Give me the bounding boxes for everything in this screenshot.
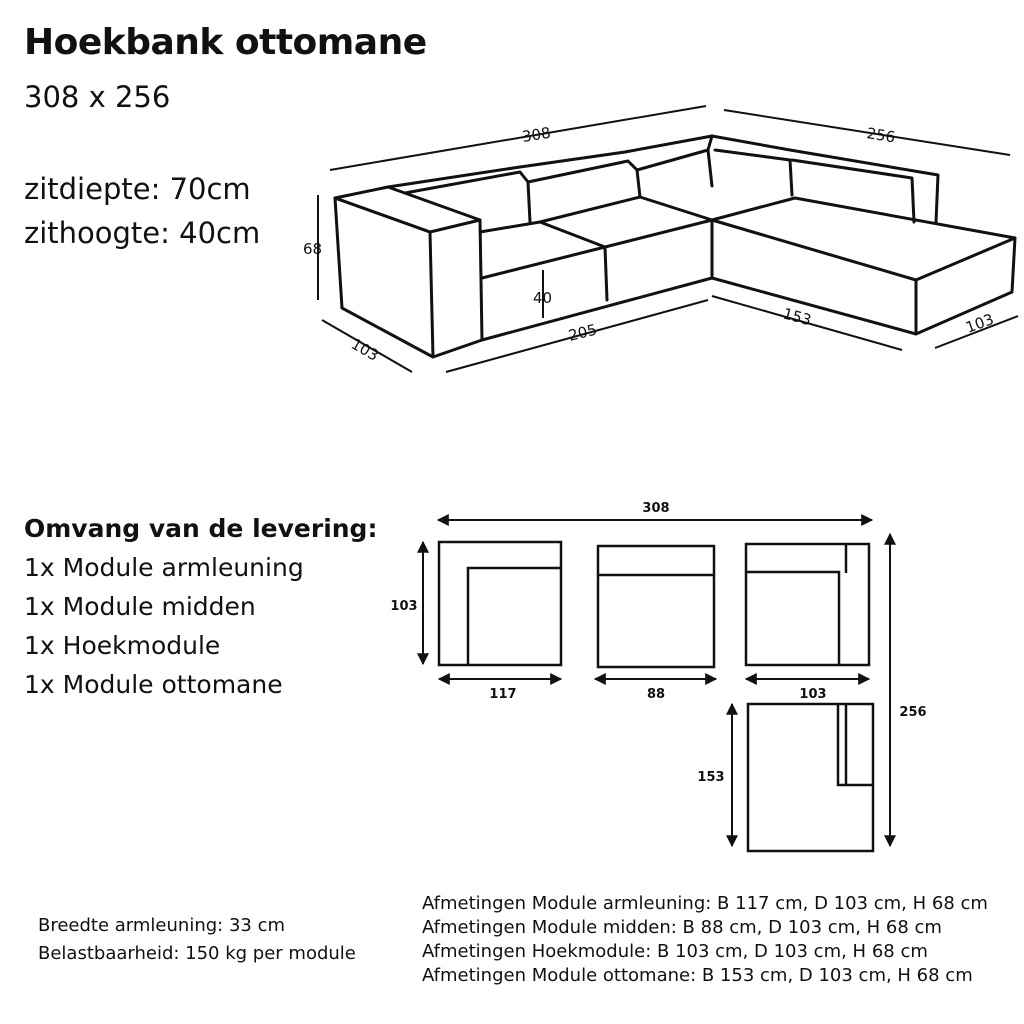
module-dims-line: Afmetingen Module midden: B 88 cm, D 103 cm, H 68 cm xyxy=(422,917,942,938)
scope-item: 1x Module ottomane xyxy=(24,670,283,699)
back-cushion-3 xyxy=(637,136,712,170)
module-dims-line: Afmetingen Module ottomane: B 153 cm, D 103 cm, H 68 cm xyxy=(422,965,973,986)
plan-module-corner xyxy=(746,544,869,665)
seat-cushion-2 xyxy=(540,197,712,247)
scope-item: 1x Hoekmodule xyxy=(24,631,221,660)
seat-split-edge xyxy=(605,247,607,300)
scope-item: 1x Module midden xyxy=(24,592,256,621)
corner-inner-edge xyxy=(708,150,712,186)
scope-item: 1x Module armleuning xyxy=(24,553,304,582)
plan-module-armrest xyxy=(439,542,561,665)
seat-depth-spec: zitdiepte: 70cm xyxy=(24,172,251,206)
arm-front-face xyxy=(335,198,433,357)
arm-width-note: Breedte armleuning: 33 cm xyxy=(38,915,285,936)
arm-base-edge xyxy=(433,340,482,357)
module-dims-line: Afmetingen Hoekmodule: B 103 cm, D 103 cm, H 68 cm xyxy=(422,941,928,962)
plan-ottoman-back xyxy=(838,704,873,785)
page-subtitle: 308 x 256 xyxy=(24,80,171,114)
dim-line-width-top xyxy=(330,106,706,170)
iso-ottoman-depth-label: 103 xyxy=(963,310,997,337)
seat-height-spec: zithoogte: 40cm xyxy=(24,216,261,250)
ottoman-top-face xyxy=(712,198,1015,280)
right-back-top xyxy=(712,136,938,222)
plan-corner-inner xyxy=(746,572,839,665)
seat-cushion-1 xyxy=(480,222,605,278)
plan-total-width-label: 308 xyxy=(642,501,670,516)
plan-module-depth-label: 103 xyxy=(390,599,418,614)
corner-back-cushion xyxy=(715,150,792,195)
module-dims-line: Afmetingen Module armleuning: B 117 cm, D 103 cm, H 68 cm xyxy=(422,893,988,914)
iso-ottoman-len-label: 153 xyxy=(780,304,814,330)
back-cushion-2 xyxy=(528,161,640,197)
iso-height-label: 68 xyxy=(303,240,323,258)
plan-armrest-inner xyxy=(468,568,561,665)
plan-module-ottoman xyxy=(748,704,873,851)
arm-inner-edge xyxy=(480,220,482,340)
iso-width-label: 308 xyxy=(520,123,552,146)
iso-sofa-drawing xyxy=(335,136,1015,357)
page-title: Hoekbank ottomane xyxy=(24,22,427,63)
plan-mid-width-label: 88 xyxy=(646,687,666,702)
iso-front-width-label: 205 xyxy=(566,320,599,345)
iso-depth-label: 256 xyxy=(865,124,897,147)
iso-arm-depth-label: 103 xyxy=(348,334,382,365)
plan-ottoman-len-label: 153 xyxy=(697,770,725,785)
iso-seat-height-label: 40 xyxy=(533,289,553,307)
plan-total-depth-label: 256 xyxy=(899,705,927,720)
scope-heading: Omvang van de levering: xyxy=(24,514,378,543)
plan-module-middle xyxy=(598,546,714,667)
plan-arm-width-label: 117 xyxy=(489,687,517,702)
plan-corner-width-label: 103 xyxy=(799,687,827,702)
load-capacity-note: Belastbaarheid: 150 kg per module xyxy=(38,943,356,964)
